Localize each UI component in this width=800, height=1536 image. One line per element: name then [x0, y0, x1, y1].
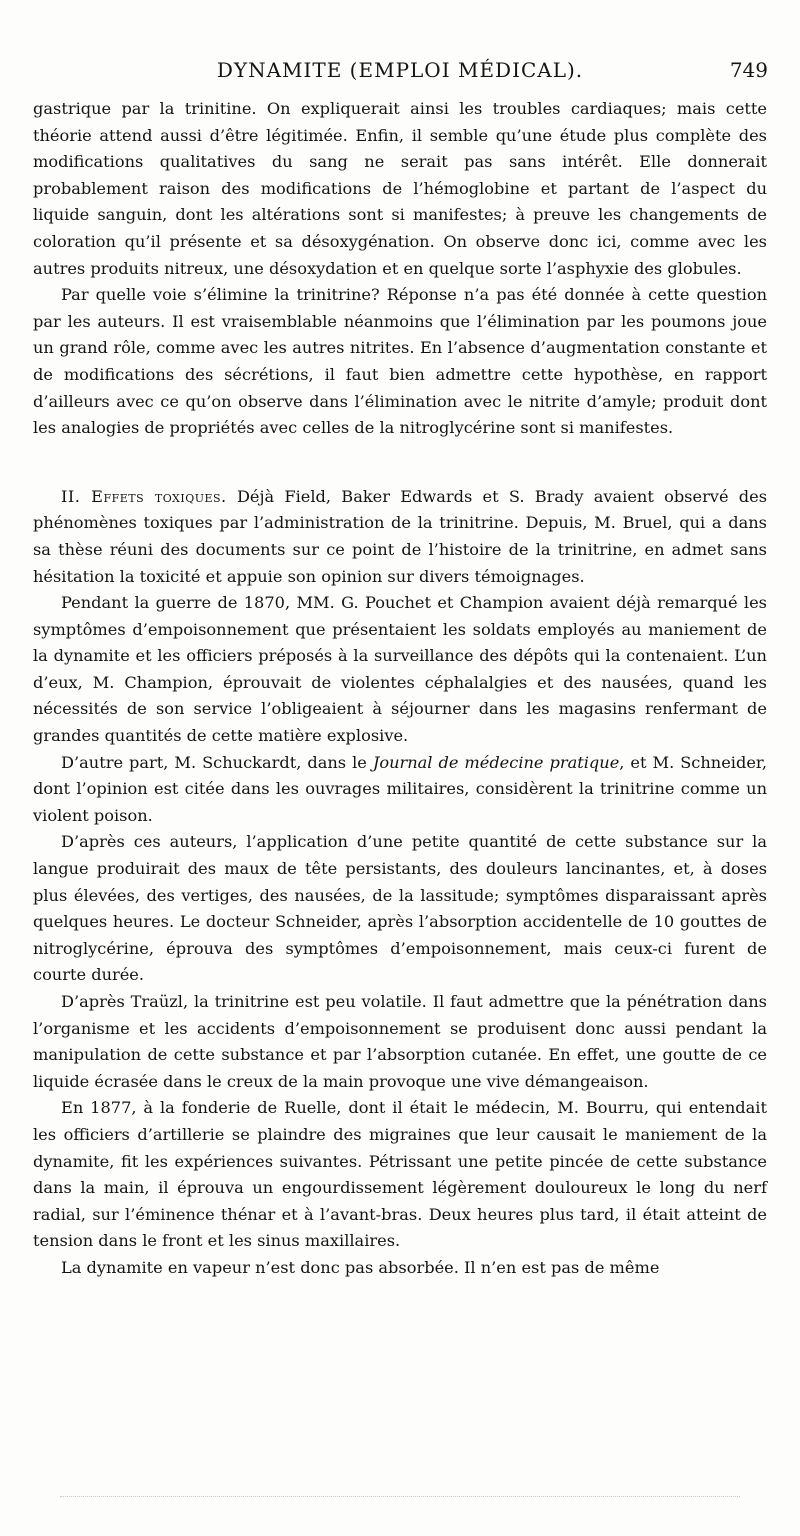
- paragraph-1: gastrique par la trinitine. On expliquerait ainsi les troubles cardiaques; mais cette théorie attend aussi d’être légitimée. Enfin, il semble qu’une étude plus complète des modifications qualitatives du sang ne serait pas sans intérêt. Elle donnerait probablement raison des modifications de l’hémoglobine et partant de l’aspect du liquide sanguin, dont les altérations sont si manifestes; à preuve les changements de coloration qu’il présente et sa désoxygénation. On observe donc ici, comme avec les autres produits nitreux, une désoxydation et en quelque sorte l’asphyxie des globules.: [33, 99, 767, 278]
- section-toxic-effects: [33, 484, 767, 590]
- paragraph-8: En 1877, à la fonderie de Ruelle, dont il était le médecin, M. Bourru, qui entendait les officiers d’artillerie se plaindre des migraines que leur causait le maniement de la dynamite, fit les expériences suivantes. Pétrissant une petite pincée de cette substance dans la main, il éprouva un engourdissement légèrement douloureux le long du nerf radial, sur l’éminence thénar et à l’avant-bras. Deux heures plus tard, il était atteint de tension dans le front et les sinus maxillaires.: [33, 1098, 767, 1251]
- section-title: II. Effets toxiques.: [61, 486, 227, 506]
- page-footer-noise: [60, 1496, 740, 1499]
- paragraph-7: D’après Traüzl, la trinitrine est peu volatile. Il faut admettre que la pénétration dans l’organisme et les accidents d’empoisonnement se produisent donc aussi pendant la manipulation de cette substance et par l’absorption cutanée. En effet, une goutte de ce liquide écrasée dans le creux de la main provoque une vive démangeaison.: [33, 992, 767, 1091]
- paragraph-6: D’après ces auteurs, l’application d’une petite quantité de cette substance sur la langue produirait des maux de tête persistants, des douleurs lancinantes, et, à doses plus élevées, des vertiges, des nausées, de la lassitude; symptômes disparaissant après quelques heures. Le docteur Schneider, après l’absorption accidentelle de 10 gouttes de nitroglycérine, éprouva des symptômes d’empoisonnement, mais ceux-ci furent de courte durée.: [33, 832, 767, 985]
- page-header: [32, 58, 768, 92]
- paragraph-4: Pendant la guerre de 1870, MM. G. Pouchet et Champion avaient déjà remarqué les symptômes d’empoisonnement que présentaient les soldats employés au maniement de la dynamite et les officiers préposés à la surveillance des dépôts qui la contenaient. L’un d’eux, M. Champion, éprouvait de violentes céphalalgies et des nausées, quand les nécessités de son service l’obligeaient à séjourner dans les magasins renfermant de grandes quantités de cette matière explosive.: [33, 593, 767, 746]
- running-title: DYNAMITE (EMPLOI MÉDICAL).: [216, 58, 584, 82]
- page-number: 749: [729, 58, 768, 82]
- paragraph-9: La dynamite en vapeur n’est donc pas absorbée. Il n’en est pas de même: [61, 1257, 660, 1277]
- paragraph-5-text-before: D’autre part, M. Schuckardt, dans le: [61, 752, 373, 772]
- journal-title: Journal de médecine pratique: [372, 752, 620, 772]
- paragraph-5-text-after: , et M. Schneider, dont l’opinion est citée dans les ouvrages militaires, considèrent la trinitrine comme un violent poison.: [33, 752, 768, 825]
- paragraph-5: [33, 750, 767, 830]
- page-body: [33, 96, 767, 1282]
- section-paragraph-text: Déjà Field, Baker Edwards et S. Brady avaient observé des phénomènes toxiques par l’administration de la trinitrine. Depuis, M. Bruel, qui a dans sa thèse réuni des documents sur ce point de l’histoire de la trinitrine, en admet sans hésitation la toxicité et appuie son opinion sur divers témoignages.: [33, 486, 768, 586]
- paragraph-2: Par quelle voie s’élimine la trinitrine? Réponse n’a pas été donnée à cette question par les auteurs. Il est vraisemblable néanmoins que l’élimination par les poumons joue un grand rôle, comme avec les autres nitrites. En l’absence d’augmentation constante et de modifications des sécrétions, il faut bien admettre cette hypothèse, en rapport d’ailleurs avec ce qu’on observe dans l’élimination avec le nitrite d’amyle; produit dont les analogies de propriétés avec celles de la nitroglycérine sont si manifestes.: [33, 285, 767, 438]
